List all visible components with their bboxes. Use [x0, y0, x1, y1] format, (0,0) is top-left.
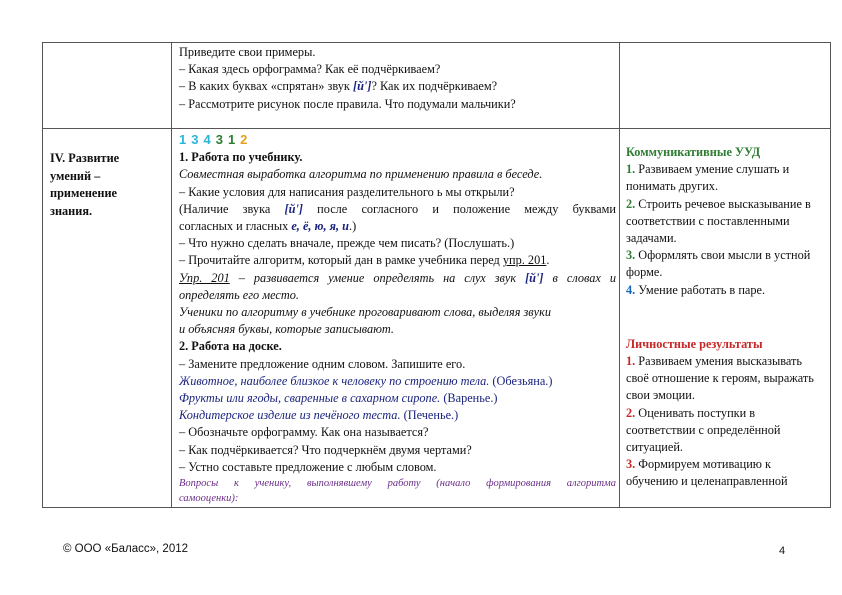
text-line: (Наличие звука [й'] после согласного и положение между буквами	[179, 201, 616, 216]
results-cell	[626, 144, 826, 491]
text-line: – Как подчёркивается? Что подчеркнём двумя чертами?	[179, 442, 472, 457]
text-line: – Замените предложение одним словом. Запишите его.	[179, 356, 466, 371]
text-line: Совместная выработка алгоритма по применению правила в беседе.	[179, 167, 543, 182]
text-line: Животное, наиболее близкое к человеку по строению тела. (Обезьяна.)	[179, 373, 553, 388]
uud-item: 3. Оформлять свои мысли в устной форме.	[626, 248, 811, 280]
text-line: – Что нужно сделать вначале, прежде чем писать? (Послушать.)	[179, 236, 515, 251]
uud-heading: Коммуникативные УУД	[626, 145, 761, 159]
text-line: – Какие условия для написания разделительного ь мы открыли?	[179, 184, 515, 199]
text-line: – В каких буквах «спрятан» звук [й']? Как их подчёркиваем?	[179, 79, 498, 94]
text-line: – Устно составьте предложение с любым словом.	[179, 459, 437, 474]
copyright-footer: © ООО «Баласс», 2012	[63, 543, 189, 555]
text-line: – Прочитайте алгоритм, который дан в рамке учебника перед упр. 201.	[179, 253, 550, 268]
section-heading: 1. Работа по учебнику.	[179, 150, 303, 165]
page-number: 4	[779, 545, 786, 557]
text-line: согласных и гласных е, ё, ю, я, и.)	[179, 219, 357, 234]
row1-activity-cell	[179, 44, 516, 113]
table-border-top	[42, 42, 831, 43]
stage-title: IV. Развитие умений – применение знания.	[50, 151, 120, 218]
result-item: 1. Развиваем умения высказывать своё отношение к героям, выражать свои эмоции.	[626, 354, 814, 403]
section-heading: 2. Работа на доске.	[179, 339, 282, 354]
table-border-left	[42, 42, 43, 508]
text-line: – Обозначьте орфограмму. Как она называется?	[179, 425, 429, 440]
uud-item: 1. Развиваем умение слушать и понимать других.	[626, 162, 790, 194]
table-column-divider	[619, 42, 620, 508]
text-line: Ученики по алгоритму в учебнике проговаривают слова, выделяя звуки	[179, 305, 551, 320]
text-line: определять его место.	[179, 287, 299, 302]
text-line: самооценки):	[179, 493, 239, 505]
color-digits: 1 3 4 3 1 2	[179, 132, 248, 147]
text-line: Вопросы к ученику, выполнявшему работу (начало формирования алгоритма	[179, 478, 616, 490]
table-border-right	[830, 42, 831, 508]
spacer	[626, 299, 826, 336]
table-row-divider	[42, 128, 831, 129]
uud-item: 2. Строить речевое высказывание в соответствии с поставленными задачами.	[626, 196, 811, 246]
text-line: Фрукты или ягоды, сваренные в сахарном сиропе. (Варенье.)	[179, 391, 498, 406]
text-line: Приведите свои примеры.	[179, 45, 316, 59]
text-line: Кондитерское изделие из печёного теста. (Печенье.)	[179, 408, 459, 423]
text-line: Упр. 201 – развивается умение определять на слух звук [й'] в словах и	[179, 270, 616, 285]
result-item: 3. Формируем мотивацию к обучению и целенаправленной	[626, 457, 788, 489]
table-border-bottom	[42, 507, 831, 508]
result-item: 2. Оценивать поступки в соответствии с определённой ситуацией.	[626, 405, 781, 455]
text-line: и объясняя буквы, которые записывают.	[179, 322, 394, 337]
text-line: – Какая здесь орфограмма? Как её подчёркиваем?	[179, 62, 441, 77]
uud-item: 4. Умение работать в паре.	[626, 282, 766, 297]
table-column-divider	[171, 42, 172, 508]
row2-activity-cell	[179, 131, 616, 506]
lesson-table	[42, 42, 831, 508]
text-line: – Рассмотрите рисунок после правила. Что подумали мальчики?	[179, 96, 516, 111]
personal-results-heading: Личностные результаты	[626, 336, 763, 351]
